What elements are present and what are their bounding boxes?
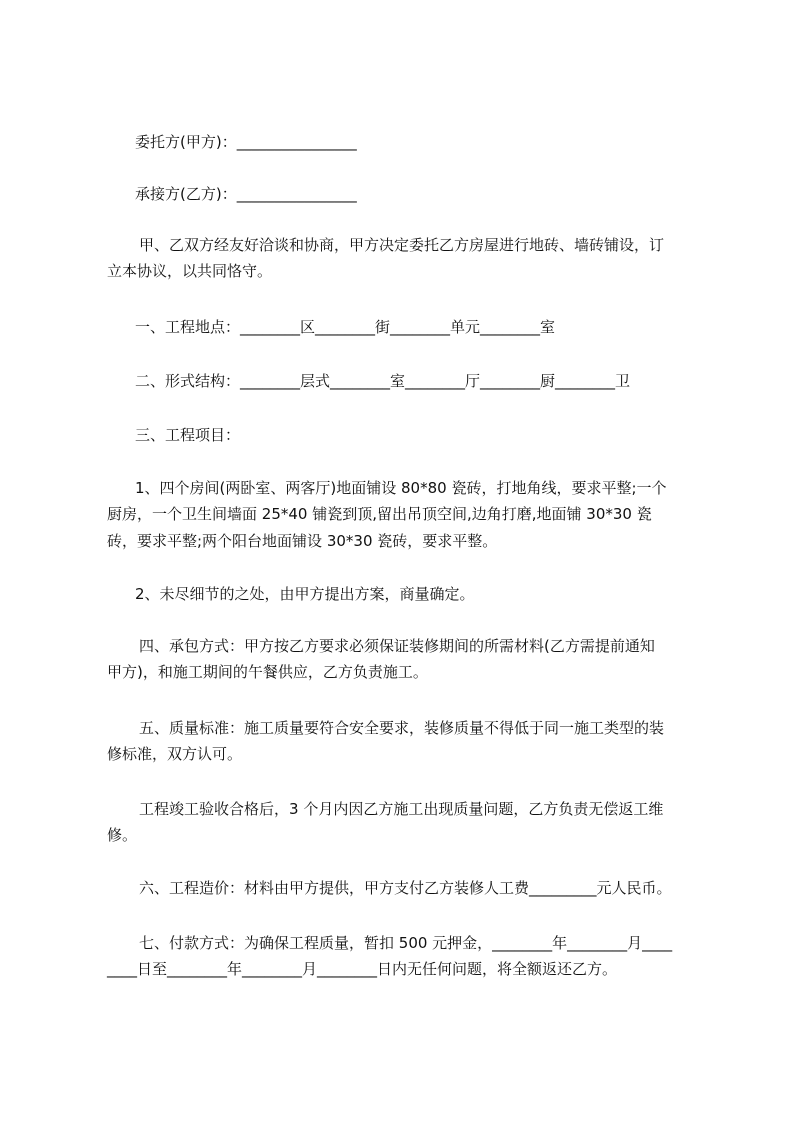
item-1-line-3: 砖，要求平整;两个阳台地面铺设 30*30 瓷砖，要求平整。 — [107, 532, 498, 550]
section-4-line-2: 甲方)，和施工期间的午餐供应，乙方负责施工。 — [107, 663, 428, 681]
section-5-line-2: 修标准，双方认可。 — [107, 745, 243, 763]
contractor-line: 承接方(乙方)：________________ — [135, 185, 357, 203]
warranty-line-2: 修。 — [107, 826, 138, 844]
item-1-line-2: 厨房，一个卫生间墙面 25*40 铺瓷到顶,留出吊顶空间,边角打磨,地面铺 30*30 瓷 — [107, 505, 652, 523]
section-4-line-1: 四、承包方式：甲方按乙方要求必须保证装修期间的所需材料(乙方需提前通知 — [139, 637, 655, 655]
section-3-heading: 三、工程项目： — [135, 426, 241, 444]
warranty-line-1: 工程竣工验收合格后，3 个月内因乙方施工出现质量问题，乙方负责无偿返工维 — [139, 800, 664, 818]
intro-line-2: 立本协议，以共同恪守。 — [107, 262, 273, 280]
section-5-line-1: 五、质量标准：施工质量要符合安全要求，装修质量不得低于同一施工类型的装 — [139, 719, 665, 737]
item-2: 2、未尽细节的之处，由甲方提出方案，商量确定。 — [135, 585, 475, 603]
section-7-line-2: ____日至________年________月________日内无任何问题，将全额返还乙方。 — [107, 960, 618, 978]
section-2-structure: 二、形式结构：________层式________室________厅________厨________卫 — [135, 372, 631, 390]
client-line: 委托方(甲方)：________________ — [135, 133, 357, 151]
section-1-location: 一、工程地点：________区________街________单元________室 — [135, 318, 556, 336]
section-7-line-1: 七、付款方式：为确保工程质量，暂扣 500 元押金，________年________月____ — [139, 934, 673, 952]
intro-line-1: 甲、乙双方经友好洽谈和协商，甲方决定委托乙方房屋进行地砖、墙砖铺设，订 — [139, 236, 665, 254]
section-6-price: 六、工程造价：材料由甲方提供，甲方支付乙方装修人工费_________元人民币。 — [139, 879, 672, 897]
item-1-line-1: 1、四个房间(两卧室、两客厅)地面铺设 80*80 瓷砖，打地角线，要求平整;一个 — [135, 479, 667, 497]
